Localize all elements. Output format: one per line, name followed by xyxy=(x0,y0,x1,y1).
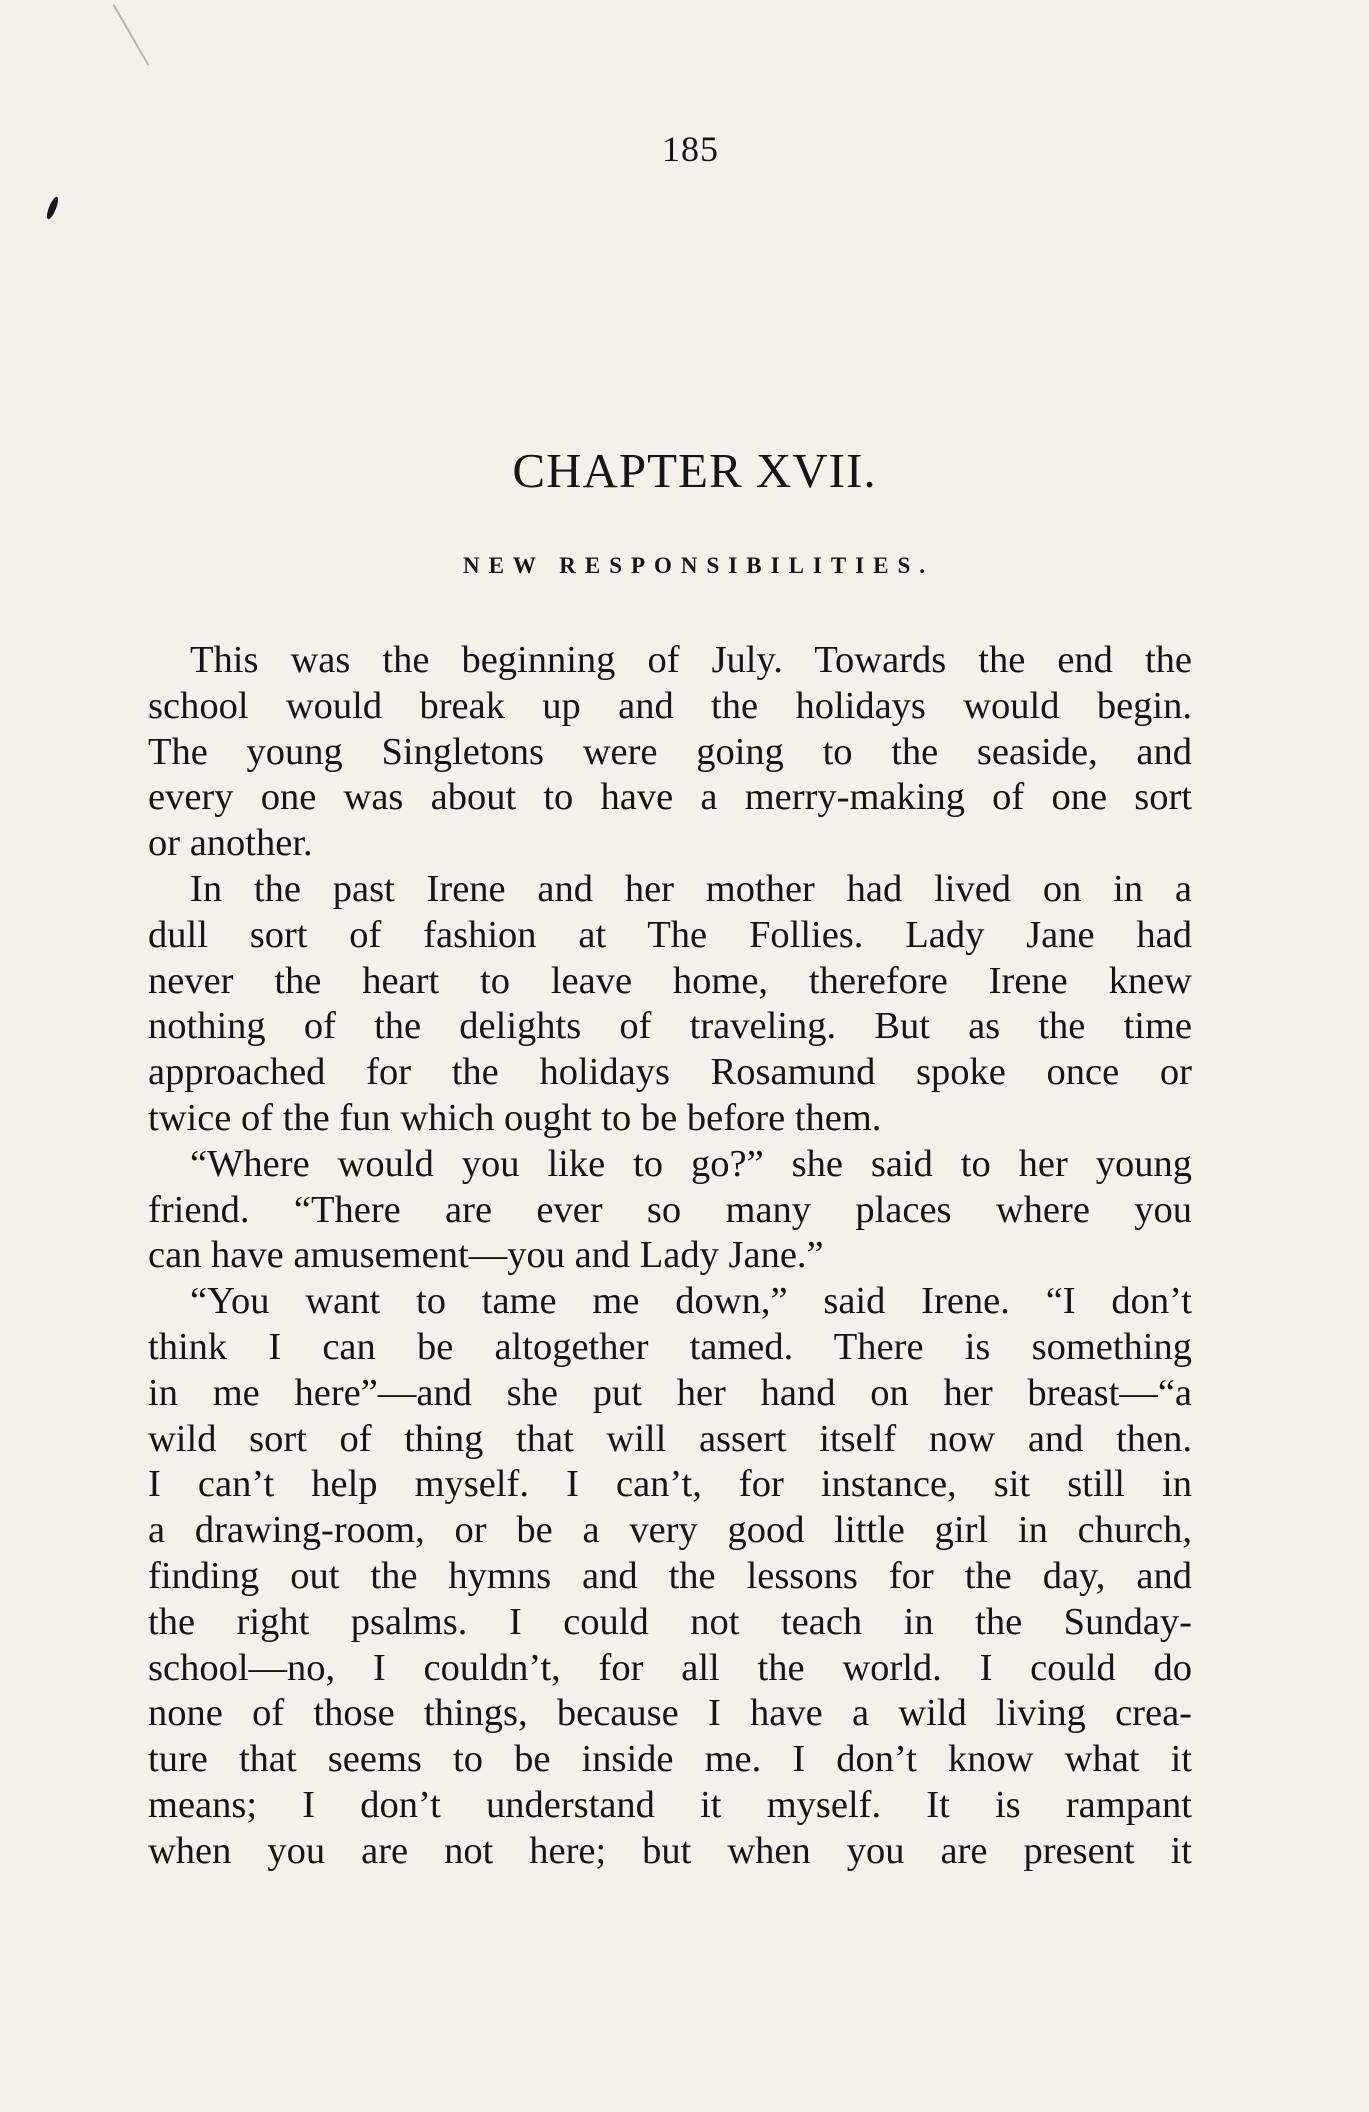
text-line: dull sort of fashion at The Follies. Lady Jane had xyxy=(148,913,1192,956)
scan-scratch-mark xyxy=(113,4,150,66)
text-line: wild sort of thing that will assert itself now and then. xyxy=(148,1417,1192,1460)
chapter-title: CHAPTER XVII. xyxy=(512,443,877,498)
text-line: every one was about to have a merry-making of one sort xyxy=(148,776,1192,819)
text-line: think I can be altogether tamed. There is something xyxy=(148,1325,1192,1368)
text-line: nothing of the delights of traveling. But as the time xyxy=(148,1005,1192,1048)
text-line: In the past Irene and her mother had lived on in a xyxy=(190,867,1192,910)
page-number: 185 xyxy=(662,129,719,169)
text-line: can have amusement—you and Lady Jane.” xyxy=(148,1234,824,1277)
text-line: The young Singletons were going to the seaside, and xyxy=(148,730,1192,773)
text-line: friend. “There are ever so many places where you xyxy=(148,1188,1192,1231)
text-line: means; I don’t understand it myself. It is rampant xyxy=(148,1783,1192,1826)
text-line: finding out the hymns and the lessons for the day, and xyxy=(148,1554,1192,1597)
text-line: I can’t help myself. I can’t, for instance, sit still in xyxy=(148,1463,1192,1506)
text-line: This was the beginning of July. Towards the end the xyxy=(190,639,1192,681)
text-line: or another. xyxy=(148,822,313,865)
text-line: approached for the holidays Rosamund spoke once or xyxy=(148,1051,1192,1094)
text-line: ture that seems to be inside me. I don’t know what it xyxy=(148,1738,1192,1781)
text-line: never the heart to leave home, therefore Irene knew xyxy=(148,959,1192,1002)
text-line: twice of the fun which ought to be before them. xyxy=(148,1096,882,1139)
ink-blot xyxy=(45,196,60,221)
text-line: school—no, I couldn’t, for all the world. I could do xyxy=(148,1646,1192,1689)
text-line: “You want to tame me down,” said Irene. “I don’t xyxy=(190,1280,1192,1323)
text-line: the right psalms. I could not teach in the Sunday- xyxy=(148,1600,1192,1643)
text-line: none of those things, because I have a wild living crea- xyxy=(148,1692,1192,1735)
chapter-subtitle: NEW RESPONSIBILITIES. xyxy=(462,553,935,578)
text-line: school would break up and the holidays would begin. xyxy=(148,684,1192,727)
body-text xyxy=(148,638,1192,1875)
text-line: “Where would you like to go?” she said to her young xyxy=(190,1142,1192,1185)
text-line: in me here”—and she put her hand on her breast—“a xyxy=(148,1371,1192,1414)
text-line: when you are not here; but when you are present it xyxy=(148,1829,1192,1872)
text-line: a drawing-room, or be a very good little girl in church, xyxy=(148,1509,1192,1552)
